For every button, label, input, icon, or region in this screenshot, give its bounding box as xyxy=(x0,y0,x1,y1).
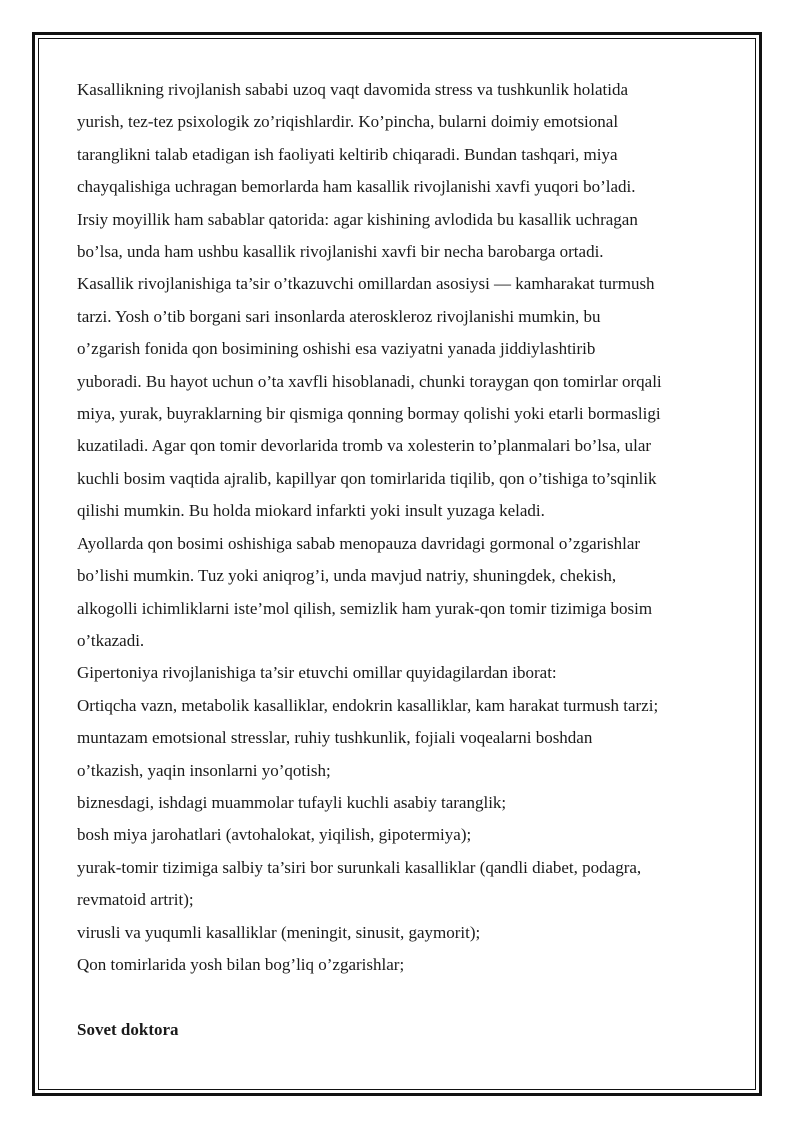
text-line: qilishi mumkin. Bu holda miokard infarkti yoki insult yuzaga keladi. xyxy=(77,501,545,521)
list-item: virusli va yuqumli kasalliklar (meningit, sinusit, gaymorit); xyxy=(77,922,481,942)
text-line: tarzi. Yosh o’tib borgani sari insonlarda ateroskleroz rivojlanishi mumkin, bu xyxy=(77,306,601,326)
text-line: Irsiy moyillik ham sabablar qatorida: agar kishining avlodida bu kasallik uchragan xyxy=(77,209,638,229)
text-line: kuchli bosim vaqtida ajralib, kapillyar qon tomirlarida tiqilib, qon o’tishiga to’sqinlik xyxy=(77,468,657,488)
list-item: revmatoid artrit); xyxy=(77,890,194,910)
list-item: yurak-tomir tizimiga salbiy ta’siri bor surunkali kasalliklar (qandli diabet, podagra, xyxy=(77,857,642,877)
list-item: muntazam emotsional stresslar, ruhiy tushkunlik, fojiali voqealarni boshdan xyxy=(77,728,593,748)
list-item: Qon tomirlarida yosh bilan bog’liq o’zgarishlar; xyxy=(77,954,405,974)
list-intro: Gipertoniya rivojlanishiga ta’sir etuvchi omillar quyidagilardan iborat: xyxy=(77,663,557,683)
text-line: chayqalishiga uchragan bemorlarda ham kasallik rivojlanishi xavfi yuqori bo’ladi. xyxy=(77,177,636,197)
list-item: bosh miya jarohatlari (avtohalokat, yiqilish, gipotermiya); xyxy=(77,825,472,845)
text-line: alkogolli ichimliklarni iste’mol qilish, semizlik ham yurak-qon tomir tizimiga bosim xyxy=(77,598,653,618)
document-body xyxy=(77,74,737,1046)
list-item: Ortiqcha vazn, metabolik kasalliklar, endokrin kasalliklar, kam harakat turmush tarzi; xyxy=(77,695,659,715)
text-line: o’tkazadi. xyxy=(77,630,145,650)
text-line: Ayollarda qon bosimi oshishiga sabab menopauza davridagi gormonal o’zgarishlar xyxy=(77,533,641,553)
blank-line xyxy=(77,981,737,1013)
text-line: Kasallik rivojlanishiga ta’sir o’tkazuvchi omillardan asosiysi — kamharakat turmush xyxy=(77,274,655,294)
text-line: yuboradi. Bu hayot uchun o’ta xavfli hisoblanadi, chunki toraygan qon tomirlar orqali xyxy=(77,371,662,391)
text-line: miya, yurak, buyraklarning bir qismiga qonning bormay qolishi yoki etarli bormasligi xyxy=(77,404,661,424)
text-line: o’zgarish fonida qon bosimining oshishi esa vaziyatni yanada jiddiylashtirib xyxy=(77,339,596,359)
list-item: biznesdagi, ishdagi muammolar tufayli kuchli asabiy taranglik; xyxy=(77,792,507,812)
text-line: bo’lishi mumkin. Tuz yoki aniqrog’i, unda mavjud natriy, shuningdek, chekish, xyxy=(77,566,617,586)
text-line: yurish, tez-tez psixologik zo’riqishlardir. Ko’pincha, bularni doimiy emotsional xyxy=(77,112,619,132)
text-line: Kasallikning rivojlanish sababi uzoq vaqt davomida stress va tushkunlik holatida xyxy=(77,80,628,99)
text-line: bo’lsa, unda ham ushbu kasallik rivojlanishi xavfi bir necha barobarga ortadi. xyxy=(77,242,604,262)
text-line: kuzatiladi. Agar qon tomir devorlarida tromb va xolesterin to’planmalari bo’lsa, ular xyxy=(77,436,652,456)
signature: Sovet doktora xyxy=(77,1019,179,1039)
text-line: taranglikni talab etadigan ish faoliyati keltirib chiqaradi. Bundan tashqari, miya xyxy=(77,144,618,164)
list-item: o’tkazish, yaqin insonlarni yo’qotish; xyxy=(77,760,331,780)
